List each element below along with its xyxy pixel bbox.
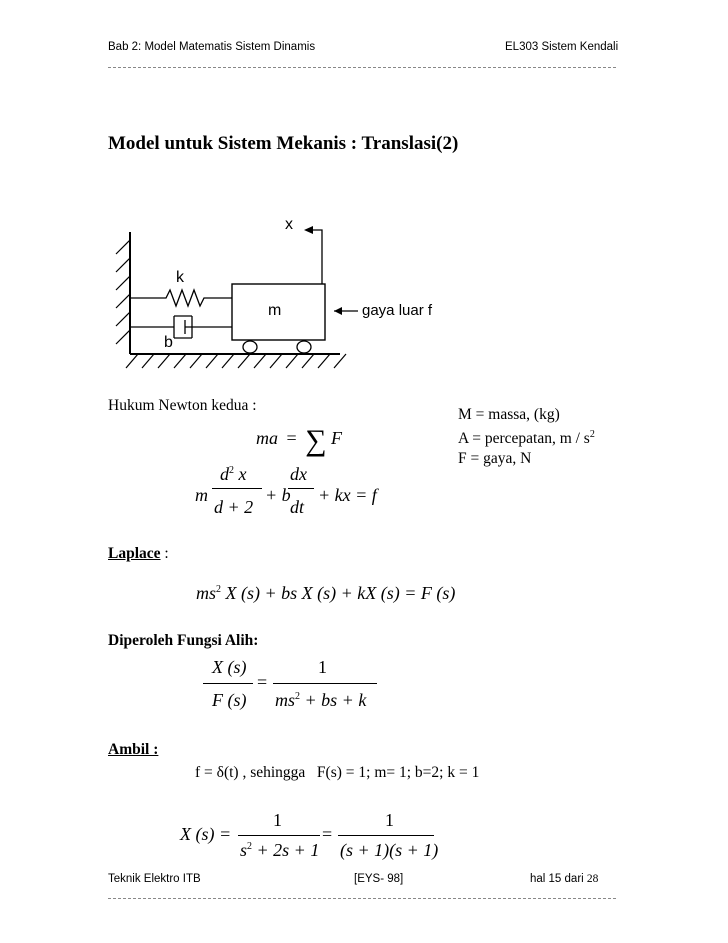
footer-center: [EYS- 98]	[354, 873, 404, 885]
wheel-left	[243, 341, 257, 353]
tf-equals: =	[257, 672, 268, 692]
eq2-fraction-bar-1	[212, 488, 262, 489]
header-left: Bab 2: Model Matematis Sistem Dinamis	[108, 41, 316, 53]
page-title: Model untuk Sistem Mekanis : Translasi(2)	[108, 133, 459, 154]
force-arrowhead	[334, 307, 342, 315]
result-fraction-bar-2	[338, 835, 434, 836]
laplace-heading: Laplace :	[108, 545, 169, 562]
label-x: x	[285, 216, 293, 233]
wall-hatching	[116, 240, 130, 344]
legend-mass: M = massa, (kg)	[458, 406, 560, 423]
ambil-heading: Ambil :	[108, 741, 159, 758]
eq2-plus-b: + b	[265, 485, 291, 505]
wheel-right	[297, 341, 311, 353]
footer-left: Teknik Elektro ITB	[108, 873, 201, 885]
tf-fraction-bar-right	[273, 683, 377, 684]
header-rule	[108, 67, 616, 68]
eq2-rest: + kx = f	[318, 485, 377, 505]
result-equals: =	[322, 824, 333, 844]
result-num1: 1	[273, 810, 282, 830]
tf-den-right: $ms^2$ + bs + k	[275, 690, 367, 710]
label-force: gaya luar f	[362, 302, 433, 319]
mass-spring-damper-diagram	[108, 210, 468, 378]
tf-num-right: 1	[318, 657, 327, 677]
x-arrowhead	[304, 226, 313, 234]
x-arrow	[312, 230, 322, 284]
ambil-conditions: f = δ(t) , sehingga F(s) = 1; m= 1; b=2; k = 1	[195, 764, 480, 781]
damper	[130, 316, 232, 338]
label-b: b	[164, 334, 173, 351]
eq2-num2: dx	[290, 464, 307, 484]
eq2-den2: dt	[290, 497, 305, 517]
label-k: k	[176, 269, 184, 286]
tf-fraction-bar-left	[203, 683, 253, 684]
result-fraction-bar-1	[238, 835, 320, 836]
eq2-m: m	[195, 485, 208, 505]
legend-force: F = gaya, N	[458, 450, 532, 468]
footer-page: hal 15 dari 28	[530, 873, 599, 885]
eq2-den1: d + 2	[214, 497, 254, 517]
result-num2: 1	[385, 810, 394, 830]
result-den1: $s^2 + 2s + 1$	[240, 840, 320, 860]
label-m: m	[268, 302, 282, 319]
eq2-num1: $d^2$ x	[220, 464, 247, 484]
footer-rule	[108, 898, 616, 899]
legend-accel: A = percepatan, m / $s^2$	[458, 429, 595, 448]
result-lhs: X (s) =	[180, 824, 232, 844]
eq2-fraction-bar-2	[288, 488, 314, 489]
equation-newton: ma = ∑ F	[256, 424, 343, 457]
tf-den-left: F (s)	[212, 690, 247, 710]
units-legend	[458, 405, 595, 469]
header-right: EL303 Sistem Kendali	[505, 41, 619, 53]
tf-num-left: X (s)	[212, 657, 247, 677]
ground-hatching	[126, 354, 346, 368]
laplace-equation: $ms^2$ X (s) + bs X (s) + kX (s) = F (s)	[196, 583, 456, 603]
transfer-heading: Diperoleh Fungsi Alih:	[108, 632, 259, 649]
spring	[130, 290, 232, 306]
result-den2: (s + 1)(s + 1)	[340, 840, 439, 860]
newton-heading: Hukum Newton kedua :	[108, 397, 257, 414]
